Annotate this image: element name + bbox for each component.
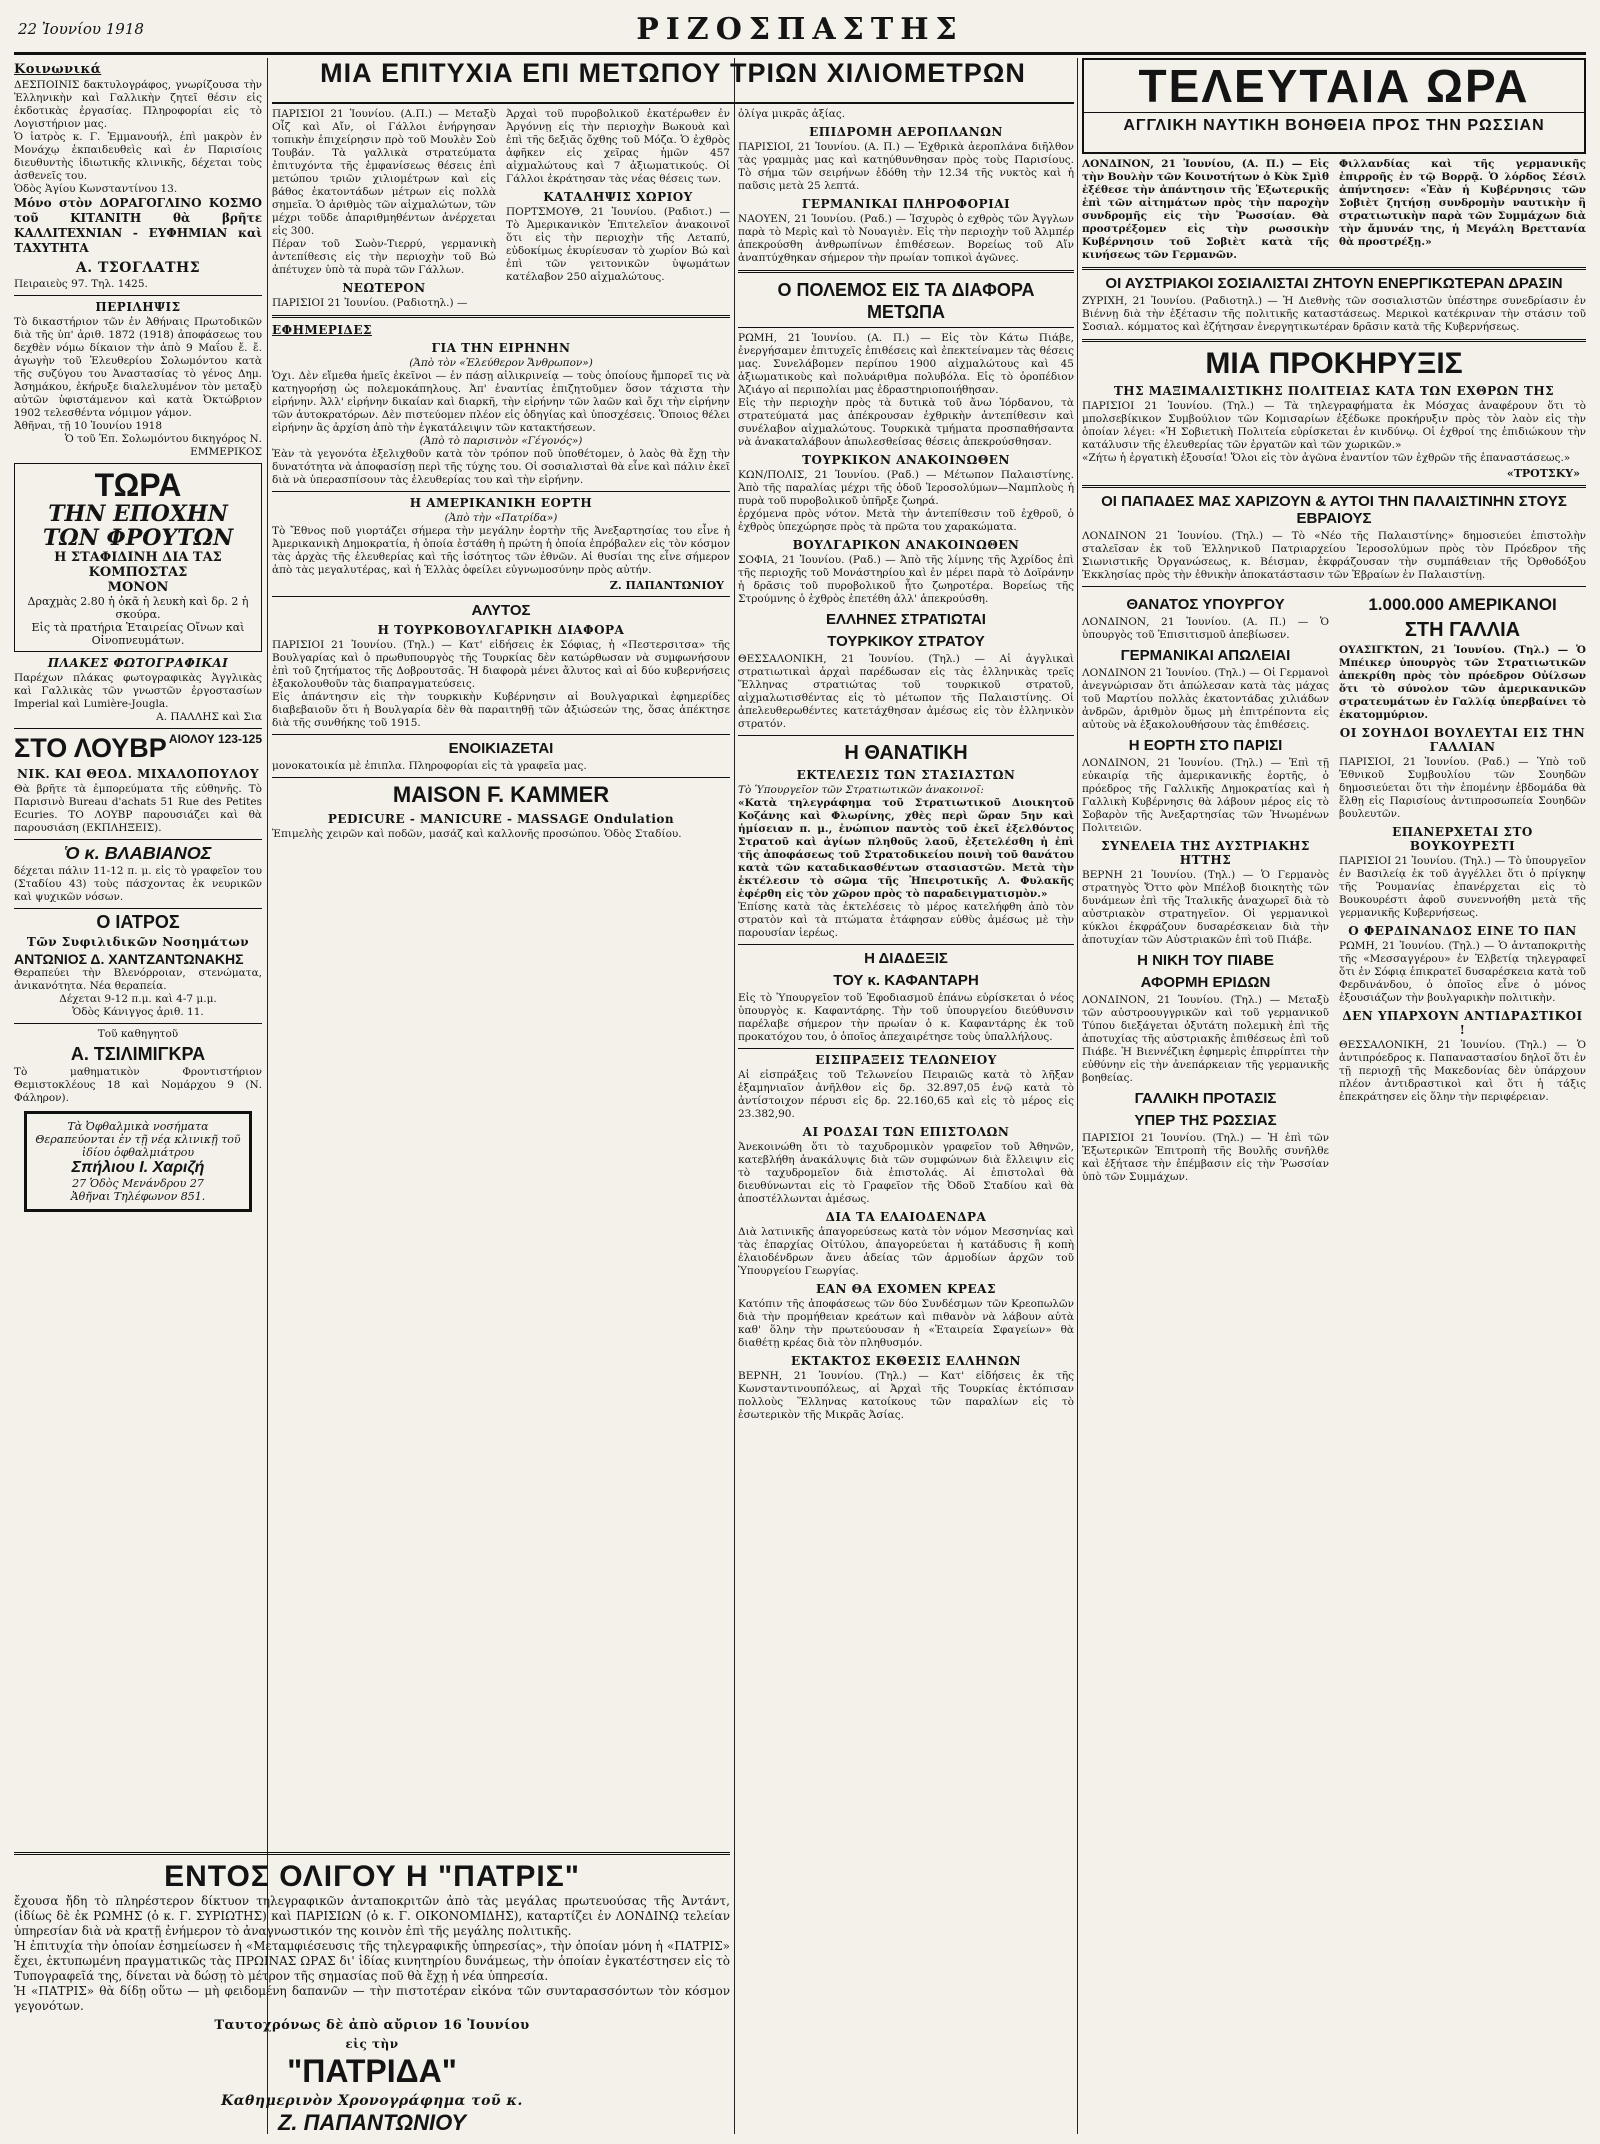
article-text: Πέραν τοῦ Σωὸν-Τιερρύ, γερμανικὴ ἀντεπίθεσις εἰς τὴν περιοχὴν τοῦ Βώ ἀπέτυχεν ὑπὸ τὰ πυρὰ τῶν Γάλλων.	[272, 238, 496, 276]
subhead-niki: ΑΦΟΡΜΗ ΕΡΙΔΩΝ	[1140, 974, 1271, 991]
ad-subline: ΤΗΝ ΕΠΟΧΗΝ ΤΩΝ ΦΡΟΥΤΩΝ	[42, 501, 234, 551]
ad-oph-title: Τὰ Ὀφθαλμικὰ νοσήματα	[67, 1120, 209, 1133]
article-text: ΠΑΡΙΣΙΟΙ, 21 Ἰουνίου. (Α. Π.) — Ἐχθρικὰ ἀεροπλάνα διῆλθον τὰς γραμμὰς μας καὶ κατηύθυνθησαν πρὸς τοὺς Παρισίους. Τὸ σήμα τῶν σειρήνων ἐδόθη τὴν 12.34 τῆς νυκτὸς καὶ ἡ παῦσις μετὰ 25 λεπτά.	[738, 141, 1074, 192]
headline-thanatos: ΘΑΝΑΤΟΣ ΥΠΟΥΡΓΟΥ	[1126, 596, 1285, 613]
ad-doctor-name: ΑΝΤΩΝΙΟΣ Δ. ΧΑΝΤΖΑΝΤΩΝΑΚΗΣ	[14, 951, 244, 967]
headline-diadexis: Η ΔΙΑΔΕΞΙΣ	[864, 950, 948, 967]
front-headline: ΜΙΑ ΕΠΙΤΥΧΙΑ ΕΠΙ ΜΕΤΩΠΟΥ ΤΡΙΩΝ ΧΙΛΙΟΜΕΤΡΩΝ	[272, 58, 1074, 104]
article-text: ΠΑΡΙΣΙΟΙ, 21 Ἰουνίου. (Ραδ.) — Ὑπὸ τοῦ Ἐθνικοῦ Συμβουλίου τῶν Σουηδῶν δημοσιεύεται ὅτι τὴν ἑπομένην ἑβδομάδα θὰ ἔλθῃ εἰς Παρισίους ἀντιπροσωπεία Σουηδῶν βουλευτῶν.	[1339, 756, 1586, 820]
subhead-ektakt: ΕΚΤΑΚΤΟΣ ΕΚΘΕΣΙΣ ΕΛΛΗΝΩΝ	[791, 1354, 1021, 1368]
article-text: ΒΕΡΝΗ, 21 Ἰουνίου. (Τηλ.) — Κατ' εἰδήσεις ἐκ τῆς Κωνσταντινουπόλεως, αἱ Ἀρχαὶ τῆς Τουρκίας ἐκτόπισαν πολλοὺς Ἕλληνας κατοίκους τῶν παραλίων εἰς τὸ ἐσωτερικὸν τῆς Μικρᾶς Ἀσίας.	[738, 1370, 1074, 1421]
headline-niki: Η ΝΙΚΗ ΤΟΥ ΠΙΑΒΕ	[1137, 952, 1274, 969]
article-text: ΛΟΝΔΙΝΟΝ, 21 Ἰουνίου, (Α. Π.) — Εἰς τὴν Βουλὴν τῶν Κοινοτήτων ὁ Κὺκ Σμὶθ ἐξέθεσε τὴν ἀπάντησιν τῆς Ἑξωτερικῆς ἐπὶ τῶν αἰτημάτων πρὸς τὴν παροχὴν συνδρομῆς εἰς τὴν Ῥωσσίαν. Θὰ προστρέξομεν εἰς τὴν ρωσσικὴν Κυβέρνησιν τοῦ Σοβιὲτ κατὰ τῆς κινήσεως τῶν Γερμανῶν.	[1082, 158, 1329, 261]
last-hour-box	[1082, 58, 1586, 154]
section-kinonika: Κοινωνικά	[14, 62, 102, 77]
article-text: ΛΟΝΔΙΝΟΝ, 21 Ἰουνίου. (Τηλ.) — Ἐπὶ τῇ εὐκαιρίᾳ τῆς ἀμερικανικῆς ἑορτῆς, ὁ πρόεδρος τῆς Γαλλικῆς Δημοκρατίας καὶ ἡ Γαλλικὴ Κυβέρνησις θὰ λάβουν μέρος εἰς τὸ Σοβαρὸν τῆς Ἀνεξαρτησίας τῶν Ἡνωμένων Πολιτειῶν.	[1082, 757, 1329, 834]
ad-doctor-hours: Δέχεται 9-12 π.μ. καὶ 4-7 μ.μ.	[59, 993, 217, 1005]
ad-plakes-title: ΠΛΑΚΕΣ ΦΩΤΟΓΡΑΦΙΚΑΙ	[47, 656, 229, 670]
ad-enoik-text: μονοκατοικία μὲ ἐπιπλα. Πληροφορίαι εἰς τὰ γραφεῖα μας.	[272, 760, 587, 772]
column-divider	[267, 58, 268, 2134]
headline-polemos: Ο ΠΟΛΕΜΟΣ ΕΙΣ ΤΑ ΔΙΑΦΟΡΑ ΜΕΤΩΠΑ	[777, 280, 1035, 322]
ad-plakes-text: Παρέχων πλάκας φωτογραφικὰς Ἀγγλικὰς καὶ Γαλλικὰς τῶν γνωστῶν ἐργοστασίων Imperial καὶ Lumière-Jougla.	[14, 672, 262, 710]
ad-doctor-text: Θεραπεύει τὴν Βλενόρροιαν, στενώματα, ἀνικανότητα. Νέα θεραπεία.	[14, 967, 262, 992]
article-text: Κατόπιν τῆς ἀποφάσεως τῶν δύο Συνδέσμων τῶν Κρεοπωλῶν διὰ τὴν προμήθειαν κρεάτων καὶ πιθανὸν νὰ λάβουν αὐτὰ καθ' ὅλην τὴν πρωτεύουσαν ἡ «Ἑταιρεία Σφαγείων» θὰ διαθέτῃ κρέας διὰ τὸν πληθυσμόν.	[738, 1298, 1074, 1349]
column-divider	[734, 58, 735, 2134]
article-text: ΘΕΣΣΑΛΟΝΙΚΗ, 21 Ἰουνίου. (Τηλ.) — Αἱ ἀγγλικαὶ στρατιωτικαὶ ἀρχαὶ παρέδωσαν εἰς τὰς ἑλληνικὰς τρεῖς Ἕλληνας στρατιώτας τοῦ τουρκικοῦ στρατοῦ, αἰχμαλωτισθέντας εἰς τὸ μέτωπον τῆς Παλαιστίνης. Οἱ ἀπελευθερωθέντες κατετάχθησαν ἀμέσως εἰς τὸν ἑλληνικὸν στρατόν.	[738, 653, 1074, 730]
ad-kammer-text: Ἐπιμελὴς χειρῶν καὶ ποδῶν, μασάζ καὶ καλλονῆς προσώπου. Ὁδὸς Σταδίου.	[272, 828, 682, 840]
article-text: Ἀνεκοινώθη ὅτι τὸ ταχυδρομικὸν γραφεῖον τοῦ Ἀθηνῶν, κατεβλήθη ἀνακάλυψις διὰ τῶν συμφώνων διὰ ἔλλειψιν εἰς τὸ ταχυδρομεῖον διὰ ἐπιστολάς. Αἱ ἐπιστολαὶ θὰ διευθύνωνται εἰς τὸ Γραφεῖον τῆς Ὀδοῦ Σταδίου καὶ θὰ ἀποστέλλωνται ἀμέσως.	[738, 1141, 1074, 1205]
article-text: «Κατὰ τηλεγράφημα τοῦ Στρατιωτικοῦ Διοικητοῦ Κοζάνης καὶ Φλωρίνης, χθὲς περὶ ὥραν 5ην καὶ ἡμίσειαν π. μ., ἐνώπιον παντὸς τοῦ ἐκεῖ ἐξελθόντος Στρατοῦ καὶ ἀγίων πληθοῦς λαοῦ, ἐξετελέσθη ἡ ἐπὶ τῆς ἀποφάσεως τοῦ Στρατοδικείου ποινὴ τοῦ θανάτου κατὰ τῶν καταδικασθέντων στασιαστῶν. Μετὰ τὴν ἐκτέλεσιν τὸ σῶμα τῆς Ἠπειροτικῆς Λ. Φυλακῆς ἐφέρθη εἰς τὸν χῶρον πρὸς τὸ παραδειγματισμὸν.»	[738, 797, 1074, 900]
headline-souidoi: ΟΙ ΣΟΥΗΔΟΙ ΒΟΥΛΕΥΤΑΙ ΕΙΣ ΤΗΝ ΓΑΛΛΙΑΝ	[1339, 726, 1586, 754]
article-text: Τὸ Ἔθνος ποῦ γιορτάζει σήμερα τὴν μεγάλην ἑορτὴν τῆς Ἀνεξαρτησίας του εἶνε ἡ Ἀμερικανικὴ Δημοκρατία, ἡ ὁποία ἐστάθη ἡ πρώτη ἡ ὁποία ἐπρόβαλεν εἰς τὸν κόσμον τὰς ἀρχὰς τῆς ἐλευθερίας καὶ τῆς ἰσότητος τῶν ἐθνῶν. Αἱ θυσίαι της εἶνε σήμερον ἀπὸ τὰς μεγαλυτέρας, καὶ ἡ Ἑλλὰς ὀφείλει εὐγνωμοσύνην πρὸς αὐτήν.	[272, 525, 730, 576]
headline-eorti-parisi: Η ΕΟΡΤΗ ΣΤΟ ΠΑΡΙΣΙ	[1128, 737, 1283, 754]
patris-headline: ΕΝΤΟΣ ΟΛΙΓΟΥ Η "ΠΑΤΡΙΣ"	[164, 1860, 580, 1893]
article-text: ΛΟΝΔΙΝΟΝ, 21 Ἰουνίου. (Α. Π.) — Ὁ ὑπουργὸς τοῦ Ἐπισιτισμοῦ ἀπεβίωσεν.	[1082, 616, 1329, 641]
ad-name: Α. ΤΣΟΓΛΑΤΗΣ	[75, 260, 201, 276]
article-text: ΒΕΡΝΗ 21 Ἰουνίου. (Τηλ.) — Ὁ Γερμανὸς στρατηγὸς Ὄττο φὸν Μπέλοβ διοικητὴς τῶν δυνάμεων ἐπὶ τῆς Ἰταλικῆς ἀναχωρεῖ διὰ τὸ αὐστριακὸν στρατηγεῖον. Οἱ γερμανικοὶ κύκλοι ἐκφράζουν δυσαρέσκειαν διὰ τὴν ἀποτυχίαν τῶν Αὐστριακῶν ἐπὶ τοῦ Πιάβε.	[1082, 869, 1329, 946]
article-text: ΠΟΡΤΣΜΟΥΘ, 21 Ἰουνίου. (Ραδιοτ.) — Τὸ Ἀμερικανικὸν Ἐπιτελεῖον ἀνακοινοῖ ὅτι εἰς τὴν περιοχὴν τῆς Λεταπύ, εὐδοκίμως ἐκυρίευσαν τὸ χωρίον Βώ καὶ ἐπὶ τῶν γειτονικῶν ὑψωμάτων κατέλαβον 250 αἰχμαλώτους.	[506, 206, 730, 283]
patris-text: ἔχουσα ἤδη τὸ πληρέστερον δίκτυον τηλεγραφικῶν ἀνταποκριτῶν ἀπὸ τὰς μεγάλας πρωτευούσας τῆς Ἀντάντ, (ἰδίως δὲ ἐκ ΡΩΜΗΣ (ὁ κ. Γ. ΣΥΡΙΩΤΗΣ) καὶ ΠΑΡΙΣΙΩΝ (ὁ κ. Γ. ΟΙΚΟΝΟΜΙΔΗΣ), καταρτίζει ἐν ΛΟΝΔΙΝῼ τελείαν ὑπηρεσίαν διὰ νὰ κρατῇ ἐνήμερον τὸ ἀναγνωστικόν της κοινὸν ἐπὶ τῆς μεγάλης πολιτικῆς.	[14, 1894, 730, 1938]
headline-antidrastikoi: ΔΕΝ ΥΠΑΡΧΟΥΝ ΑΝΤΙΔΡΑΣΤΙΚΟΙ !	[1342, 1009, 1583, 1037]
article-text: Εἰς τὴν περιοχὴν πρὸς τὰ δυτικὰ τοῦ ἄνω Ἰόρδανου, τὰ στρατεύματά μας ἀπέκρουσαν ἐχθρικὴν ἀντεπίθεσιν καὶ συνέλαβον αἰχμαλώτους. Τουρκικὰ τμήματα προσπαθήσαντα νὰ ἀνακαταλάβουν ἀπωλεσθείσας θέσεις ἀπεκρούσθησαν.	[738, 397, 1074, 448]
ad-ophthalmology	[24, 1111, 252, 1212]
article-text: ΣΟΦΙΑ, 21 Ἰουνίου. (Ραδ.) — Ἀπὸ τῆς λίμνης τῆς Ἀχρίδος ἐπὶ τῆς περιοχῆς τοῦ Μονάστηρίου καὶ ἐν μέρει παρὰ τὸ Δοϊράνην ἡ δρᾶσις τοῦ πυροβολικοῦ ἦτο ζωηροτέρα. Βορείως τῆς Στρούμνης ὁ ἐχθρὸς ἐπετέθη ἀλλ' ἀπεκρούσθη.	[738, 554, 1074, 605]
article-text: Τὸ Ὑπουργεῖον τῶν Στρατιωτικῶν ἀνακοινοῖ:	[738, 784, 984, 796]
headline-prokiryxis: ΜΙΑ ΠΡΟΚΗΡΥΞΙΣ	[1205, 347, 1463, 380]
ad-vlavianos-title: Ὁ κ. ΒΛΑΒΙΑΝΟΣ	[64, 843, 212, 863]
ad-louvre-text: Θὰ βρῆτε τὰ ἐμπορεύματα τῆς εὐθηνῆς. Τὸ Παρισινὸ Bureau d'achats 51 Rue des Petites Ecuries. ΤΟ ΛΟΥΒΡ παρουσιάζει καὶ θὰ παρουσιάση (ΕΚΠΛΗΞΕΙΣ).	[14, 783, 262, 834]
masthead	[14, 12, 1586, 55]
article-text: ἐρχόμενα πρὸς νότον. Μετὰ τὴν ἀντεπίθεσιν τοῦ ἐχθροῦ, ὁ ἐχθρὸς ὑπεχώρησε πρὸς τὰ πρῶτα του χαρακώματα.	[738, 508, 1074, 533]
classified-text: Ὁ ἰατρὸς κ. Γ. Ἐμμανουήλ, ἐπὶ μακρὸν ἐν Μονάχῳ ἐκπαιδευθεὶς καὶ ἐν Παρισίοις διευθυντὴς ἰδιωτικῆς κλινικῆς, δέχεται τοὺς ἀσθενεῖς του.	[14, 131, 262, 182]
section-periliipsis: ΠΕΡΙΛΗΨΙΣ	[95, 300, 181, 314]
subhead-germ-plir: ΓΕΡΜΑΝΙΚΑΙ ΠΛΗΡΟΦΟΡΙΑΙ	[801, 197, 1011, 211]
article-text: Εἰς τὸ Ὑπουργεῖον τοῦ Ἐφοδιασμοῦ ἐπάνω εὑρίσκεται ὁ νέος ὑπουργὸς κ. Καφαντάρης. Τὴν τοῦ ὑπουργείου διεύθυνσιν παρέλαβε σήμερον τὴν πρωίαν ὁ κ. Καφαντάρης ἐκ τοῦ προκατόχου του, ὁ ὁποῖος ἀπεχαιρέτησε τοὺς ὑπαλλήλους.	[738, 992, 1074, 1043]
article-text: ΠΑΡΙΣΙΟΙ 21 Ἰουνίου. (Τηλ.) — Ἡ ἐπὶ τῶν Ἐξωτερικῶν Ἐπιτροπὴ τῆς Βουλῆς συνῆλθε καὶ ἐξήτασε τὴν ἐπέμβασιν εἰς τὴν Ῥωσσίαν ὑπὸ τῶν Συμμάχων.	[1082, 1132, 1329, 1183]
article-text: ΠΑΡΙΣΙΟΙ 21 Ἰουνίου. (Τηλ.) — Τὰ τηλεγραφήματα ἐκ Μόσχας ἀναφέρουν ὅτι τὸ μπολσεβίκικον Συμβούλιον τῶν Κομισαρίων ἐξέδωκε προκήρυξιν πρὸς τὸν λαὸν εἰς τὴν ὁποίαν λέγει: «Ἡ Σοβιετικὴ Πολιτεία εὑρίσκεται ἐν κινδύνῳ. Οἱ ἐχθροί της ἐπιδιώκουν τὴν κατάλυσιν τῆς ἐλευθερίας τῶν ἐργατῶν καὶ τῶν χωρικῶν.»	[1082, 400, 1586, 451]
ad-where: Εἰς τὰ πρατήρια Ἑταιρείας Οἴνων καὶ Οἰνοπνευμάτων.	[31, 621, 245, 647]
article-text: ΡΩΜΗ, 21 Ἰουνίου. (Τηλ.) — Ὁ ἀνταποκριτὴς τῆς «Μεσσαγγέρου» ἐν Ἑλβετίᾳ τηλεγραφεῖ ὅτι ἐν Σόφιᾳ ἐπικρατεῖ δυσαρέσκεια κατὰ τοῦ Φερδινάνδου, ὁ ὁποῖος εἶνε ὁ μόνος ἐξουσιάζων τὴν βουλγαρικὴν πολιτικὴν.	[1339, 940, 1586, 1004]
subhead-neoteron: ΝΕΩΤΕΡΟΝ	[342, 281, 426, 295]
patris-text: Ἡ ἐπιτυχία τὴν ὁποίαν ἐσημείωσεν ἡ «Μεταμφιέσευσις τῆς τηλεγραφικῆς ὑπηρεσίας», τὴν ὁποίαν μόνη ἡ «ΠΑΤΡΙΣ» ἔχει, ἐκτυπωμένη πραγματικῶς τὰς ΠΡΩΙΝΑΣ ΩΡΑΣ δι' ἰδίας κινητηρίου δυνάμεως, τὴν ὁποίαν ἐγκατέστησεν εἰς τὸ Τυπογραφεῖά της, δίνεται νὰ δώσῃ τὸ μέτρον τῆς σημασίας ποῦ θὰ ἔχῃ ἡ νέα ὑπηρεσία.	[14, 1939, 730, 1983]
subhead-rodisai: ΑΙ ΡΟΔΣΑΙ ΤΩΝ ΕΠΙΣΤΟΛΩΝ	[802, 1125, 1010, 1139]
ad-tutor-pre: Τοῦ καθηγητοῦ	[97, 1028, 179, 1040]
issue-date: 22 Ἰουνίου 1918	[18, 20, 144, 38]
classified-text: ΔΕΣΠΟΙΝΙΣ δακτυλογράφος, γνωρίζουσα τὴν Ἑλληνικὴν καὶ Γαλλικὴν ζητεῖ θέσιν εἰς ἐκδοτικὰς ἐργασίας. Πληροφορίαι εἰς τὸ Λογιστήριον μας.	[14, 79, 262, 130]
article-text: ΠΑΡΙΣΙΟΙ 21 Ἰουνίου. (Τηλ.) — Τὸ ὑπουργεῖον ἐν Βασιλείᾳ ἐκ τοῦ ἀγγέλλει ὅτι ὁ πρίγκηψ τῆς Ῥουμανίας ἐπανέρχεται εἰς τὸ Βουκουρέστι ἀφοῦ συνεννοήθη μετὰ τῆς γερμανικῆς Κυβερνήσεως.	[1339, 855, 1586, 919]
article-text: Ἐπίσης κατὰ τὰς ἐκτελέσεις τὸ μέρος κατελήφθη ἀπὸ τὸν στρατὸν καὶ τὰ πτώματα ἐτάφησαν εὐθὺς ἀμέσως μὲ τὴν παρουσίαν ἰερέως.	[738, 901, 1074, 939]
signature-trotsky: «ΤΡΟΤΣΚΥ»	[1506, 467, 1580, 480]
article-text: Ὁχι. Δὲν εἴμεθα ἡμεῖς ἐκεῖνοι — ἐν πάσῃ αἰλικρινείᾳ — τοὺς ὁποίους ἤμπορεῖ τις νὰ κατηγορήσῃ ὡς πολεμοκάπηλους. Ἀπ' ἐναντίας ἐπιζητοῦμεν ὅσον τάχιστα τὴν εἰρήνην. Ἀλλ' εἰρήνην δικαίαν καὶ διαρκῆ, τὴν εἰρήνην τῶν λαῶν καὶ ὄχι τὴν εἰρήνην τῶν ἀυτοκρατόρων. Δὲν πιστεύομεν πλέον εἰς ὁδηγίας καὶ ὑποσχέσεις. Ὅποιος θέλει εἰρήνην ἂς ἀρχίση ἀπὸ τὴν ἐγκατάλειψιν τῶν κατακτήσεων.	[272, 370, 730, 434]
headline-germ-apoleiai: ΓΕΡΜΑΝΙΚΑΙ ΑΠΩΛΕΙΑΙ	[1120, 647, 1291, 664]
patris-name: "ΠΑΤΡΙΔΑ"	[287, 2053, 457, 2089]
ad-louvre-owner: ΝΙΚ. ΚΑΙ ΘΕΟΔ. ΜΙΧΑΛΟΠΟΥΛΟΥ	[16, 767, 260, 781]
article-text: ΠΑΡΙΣΙΟΙ 21 Ἰουνίου. (Α.Π.) — Μεταξὺ Οἶζ καὶ Αἴν, οἱ Γάλλοι ἐνήργησαν τοπικὴν ἐπιχείρησιν πρὸ τοῦ Μουλὲν Σοὺ Τουβάν. Τὰ γαλλικὰ στρατεύματα ἐπιτυχόντα τῆς ἐμφανίσεως θέσεις ἐπὶ μετώπου τριῶν χιλιομέτρων καὶ εἰς βάθος ἑκατοντάδων μέτρων εἰς πολλὰ σημεῖα. Ὁ ἀριθμὸς τῶν αἰχμαλώτων, τῶν μέχρι τοῦδε ἀπαριθμηθέντων ἀνέρχεται εἰς 300.	[272, 108, 496, 237]
ad-kitanitis: Μόνο στὸν ΔΟΡΑΓΟΓΛΙΝΟ ΚΟΣΜΟ τοῦ ΚΙΤΑΝΙΤΗ θὰ βρῆτε ΚΑΛΛΙΤΕΧΝΙΑΝ - ΕΥΦΗΜΙΑΝ καὶ ΤΑΧΥΤΗΤΑ	[14, 196, 262, 255]
subhead-ellines: ΤΟΥΡΚΙΚΟΥ ΣΤΡΑΤΟΥ	[827, 633, 985, 650]
subhead-ektelesis: ΕΚΤΕΛΕΣΙΣ ΤΩΝ ΣΤΑΣΙΑΣΤΩΝ	[796, 768, 1016, 782]
subhead-epidromi: ΕΠΙΔΡΟΜΗ ΑΕΡΟΠΛΑΝΩΝ	[809, 125, 1003, 139]
headline-avstriakoi: ΟΙ ΑΥΣΤΡΙΑΚΟΙ ΣΟΣΙΑΛΙΣΤΑΙ ΖΗΤΟΥΝ ΕΝΕΡΓΙΚΩΤΕΡΑΝ ΔΡΑΣΙΝ	[1105, 275, 1563, 292]
source-line: (Ἀπὸ τὸν «Ἐλεύθερον Ἄνθρωπον»)	[409, 357, 593, 369]
ad-oph-phone: Ἀθῆναι Τηλέφωνον 851.	[70, 1190, 206, 1203]
subhead-alytos: Η ΤΟΥΡΚΟΒΟΥΛΓΑΡΙΚΗ ΔΙΑΦΟΡΑ	[377, 623, 625, 637]
headline-ellines: ΕΛΛΗΝΕΣ ΣΤΡΑΤΙΩΤΑΙ	[826, 611, 986, 628]
article-text: ΘΕΣΣΑΛΟΝΙΚΗ, 21 Ἰουνίου. (Τηλ.) — Ὁ ἀντιπρόεδρος κ. Παπαναστασίου δηλοῖ ὅτι ἐν τῇ περιοχῇ τῆς Μακεδονίας δὲν ὑπάρχουν πλέον ἀντιδραστικοὶ καὶ ὅτι ἡ τάξις ἐπεκράτησεν εἰς ὅλην τὴν περιφέρειαν.	[1339, 1039, 1586, 1103]
subhead-elaiodendra: ΔΙΑ ΤΑ ΕΛΑΙΟΔΕΝΔΡΑ	[825, 1210, 987, 1224]
headline-ferdinand: Ο ΦΕΡΔΙΝΑΝΔΟΣ ΕΙΝΕ ΤΟ ΠΑΝ	[1348, 924, 1577, 938]
subhead-diadexis: ΤΟΥ κ. ΚΑΦΑΝΤΑΡΗ	[833, 972, 979, 989]
patris-sync: Ταυτοχρόνως δὲ ἀπὸ αὔριον 16 Ἰουνίου	[214, 2018, 530, 2033]
ad-tutor-text: Τὸ μαθηματικὸν Φροντιστήριον Θεμιστοκλέους 18 καὶ Νομάρχου 9 (Ν. Φάληρον).	[14, 1066, 262, 1104]
article-text: ΚΩΝ/ΠΟΛΙΣ, 21 Ἰουνίου. (Ραδ.) — Μέτωπον Παλαιστίνης. Ἀπὸ τῆς παραλίας μέχρι τῆς ὁδοῦ Ἱεροσολύμων—Ναμπλοὺς ἡ πυρὰ τοῦ πυροβολικοῦ ὑπῆρξε ζωηρά.	[738, 469, 1074, 507]
ad-address: Πειραιεὺς 97. Τηλ. 1425.	[14, 278, 148, 290]
article-text: ΡΩΜΗ, 21 Ἰουνίου. (Α. Π.) — Εἰς τὸν Κάτω Πιάβε, ἐνεργήσαμεν ἐπιτυχεῖς ἐπιθέσεις καὶ ἐπεκτείναμεν τὰς θέσεις μας. Συνελάβομεν περίπου 1900 αἰχμαλώτους καὶ 45 ἀξιωματικοὺς καὶ πολυάριθμα πολυβόλα. Εἰς τὸ ὀροπέδιον Ἀζιάγο αἱ περιπολίαι μας ἐδραστηριοποιήθησαν.	[738, 332, 1074, 396]
ad-doctor-title: Ο ΙΑΤΡΟΣ	[96, 912, 180, 932]
ad-oph-name: Σπήλιου Ι. Χαριζή	[71, 1159, 205, 1176]
article-text: Ἐὰν τὰ γεγονότα ἐξελιχθοῦν κατὰ τὸν τρόπον ποῦ ὑποθέτομεν, ὁ λαὸς θὰ ἔχῃ τὴν δυνατότητα νὰ ἀποφασίσῃ περὶ τῆς τύχης του. Οἱ σοσιαλισταὶ θὰ εἶνε καὶ πάλιν ἐκεῖ διὰ νὰ ὑπερασπίσουν τὰς ἐλευθερίας του καὶ τὴν εἰρήνην.	[272, 448, 730, 486]
subhead-amerikanoi: ΣΤΗ ΓΑΛΛΙΑ	[1404, 619, 1521, 641]
patris-xron: Καθημερινὸν Χρονογράφημα τοῦ κ.	[221, 2093, 523, 2109]
article-text: ΛΟΝΔΙΝΟΝ 21 Ἰουνίου. (Τηλ.) — Οἱ Γερμανοὶ ἀνεγνώρισαν ὅτι ἀπώλεσαν κατὰ τὰς μάχας τοῦ Μαρτίου πολλὰς ἑκατοντάδας χιλιάδων ἀνδρῶν, ἀριθμὸν ὅμως μὴ ἐπιτρέποντα εἰς αὐτοὺς νὰ ἐξακολουθήσουν τὰς ἐπιθέσεις.	[1082, 667, 1329, 731]
legal-notice-date: Ἀθῆναι, τῇ 10 Ἰουνίου 1918	[14, 420, 163, 432]
classified-text: Ὁδὸς Ἁγίου Κωνσταντίνου 13.	[14, 183, 178, 195]
article-text: Αἱ εἰσπράξεις τοῦ Τελωνείου Πειραιῶς κατὰ τὸ λῆξαν ἑξαμηνιαῖον ἀνῆλθον εἰς δρ. 32.897,05 ἐνῷ κατὰ τὸ ἀντίστοιχον πέρυσι εἰς δρ. 22.160,65 καὶ εἰς τὸ μέρος εἰς 23.382,90.	[738, 1069, 1074, 1120]
patris-announcement	[14, 1847, 730, 2134]
section-efimerides: ΕΦΗΜΕΡΙΔΕΣ	[272, 323, 372, 337]
ad-louvre-address: ΑΙΟΛΟΥ 123-125	[168, 732, 262, 746]
subhead-american-holiday: Η ΑΜΕΡΙΚΑΝΙΚΗ ΕΟΡΤΗ	[409, 496, 593, 510]
column-classifieds	[14, 58, 262, 2134]
newspaper-title: ΡΙΖΟΣΠΑΣΤΗΣ	[636, 12, 964, 47]
ad-kammer-title: MAISON F. KAMMER	[392, 782, 610, 807]
headline-galliki: ΓΑΛΛΙΚΗ ΠΡΟΤΑΣΙΣ	[1134, 1090, 1277, 1107]
headline-thanatiki: Η ΘΑΝΑΤΙΚΗ	[844, 742, 968, 764]
ad-oph-text: Θεραπεύονται ἐν τῇ νέᾳ κλινικῇ τοῦ ἰδίου ὀφθαλμιάτρου	[35, 1133, 241, 1159]
article-text: Εἰς ἀπάντησιν εἰς τὴν τουρκικὴν Κυβέρνησιν αἱ Βουλγαρικαὶ ἐφημερίδες διαβεβαιοῦν ὅτι ἡ Βουλγαρία δὲν θὰ παραιτηθῇ τῶν ἀξιώσεών της, ὅσας ἀπέκτησε διὰ τῆς συνθήκης τοῦ 1915.	[272, 691, 730, 729]
article-text: ΖΥΡΙΧΗ, 21 Ἰουνίου. (Ραδιοτηλ.) — Ἡ Διεθνὴς τῶν σοσιαλιστῶν ὑπέστηρε συνεδρίασιν ἐν Βιέννῃ διὰ τὴν ἐξέτασιν τῆς πολιτικῆς καταστάσεως. Μερικοὶ κατέκριναν τὴν στάσιν τοῦ Σοσιαλ. κόμματος καὶ ἐζήτησαν ἐνεργητικωτέραν δρᾶσιν κατὰ τῆς Κυβερνήσεως.	[1082, 295, 1586, 333]
patris-author: Ζ. ΠΑΠΑΝΤΩΝΙΟΥ	[277, 2110, 467, 2135]
ad-product: Η ΣΤΑΦΙΔΙΝΗ ΔΙΑ ΤΑΣ ΚΟΜΠΟΣΤΑΣ	[54, 550, 222, 580]
article-text: ΛΟΝΔΙΝΟΝ, 21 Ἰουνίου. (Τηλ.) — Μεταξὺ τῶν αὐστροουγγρικῶν καὶ τοῦ γερμανικοῦ Τύπου διεξάγεται ὀξυτάτη πολεμικὴ ἐπὶ τῆς ἀποτυχίας τῆς αὐστριακῆς ἐπιθέσεως ἐπὶ τοῦ Πιάβε. Ἡ Βιεννέζικη ἐφημερὶς ἐπιρρίπτει τὴν εὐθύνην εἰς τὴν ἀνεπάρκειαν τῆς γερμανικῆς βοηθείας.	[1082, 994, 1329, 1084]
ad-louvre	[14, 733, 262, 763]
column-war-fronts	[738, 108, 1074, 2134]
article-text: ὀλίγα μικρᾶς ἀξίας.	[738, 108, 846, 120]
subhead-eispraxeis: ΕΙΣΠΡΑΞΕΙΣ ΤΕΛΩΝΕΙΟΥ	[815, 1053, 997, 1067]
column-front-news	[272, 108, 730, 1664]
article-text: Φιλλανδίας καὶ τῆς γερμανικῆς ἐπιρροῆς ἐν τῷ Βορρᾷ. Ὁ λόρδος Σέσιλ ἀπήντησεν: «Ἐὰν ἡ Κυβέρνησις τῶν Σοβιὲτ ζητήσῃ συνδρομὴν ναυτικὴν ἢ στρατιωτικὴν παρὰ τῶν Συμμάχων διὰ τὴν ἄμυνάν της, ἡ Μεγάλη Βρεττανία θὰ προστρέξῃ.»	[1339, 158, 1586, 248]
ad-louvre-title: ΣΤΟ ΛΟΥΒΡ	[14, 733, 167, 763]
article-text: Ἀρχαὶ τοῦ πυροβολικοῦ ἑκατέρωθεν ἐν Ἀργόννῃ εἰς τὴν περιοχὴν Βωκουὰ καὶ ἐπὶ τῆς δεξιᾶς ὄχθης τοῦ Μόζα. Ὁ ἐχθρὸς ἀφῆκεν εἰς χεῖρας ἡμῶν 457 αἰχμαλώτους καὶ 7 ἀξιωματικούς. Οἱ Γάλλοι ἐκράτησαν τὰς νέας θέσεις των.	[506, 108, 730, 185]
last-hour-title: ΤΕΛΕΥΤΑΙΑ ΩΡΑ	[1138, 60, 1530, 112]
article-text: ΛΟΝΔΙΝΟΝ 21 Ἰουνίου. (Τηλ.) — Τὸ «Νέο τῆς Παλαιστίνης» δημοσιεύει ἐπιστολὴν σταλεῖσαν ἐκ τοῦ Ἑλληνικοῦ Πατριαρχείου Ἱεροσολύμων πρὸς τὸν Πρόεδρον τῆς Σιωνιστικῆς Ὀργανώσεως, κ. Βέισμαν, ἐκφράζουσαν τὴν συμπάθειαν τῆς Ὀρθοδόξου Ἐκκλησίας πρὸς τὴν ἐθνικὴν ἀποκατάστασιν τῶν Ἑβραίων ἐν Παλαιστίνῃ.	[1082, 530, 1586, 581]
ad-price: Δραχμὰς 2.80 ἡ ὀκᾶ ἡ λευκὴ καὶ δρ. 2 ἡ σκούρα.	[27, 595, 249, 621]
article-text: ΠΑΡΙΣΙΟΙ 21 Ἰουνίου. (Τηλ.) — Κατ' εἰδήσεις ἐκ Σόφιας, ἡ «Πεστερσιτσα» τῆς Βουλγαρίας καὶ ὁ πρωθυπουργὸς τῆς Τουρκίας δὲν κατώρθωσαν νὰ συμφωνήσουν ἐπὶ τοῦ ζητήματος τῆς Δοβρουτσᾶς. Ἡ διαφορὰ μένει ἄλυτος καὶ αἱ δύο κυβερνήσεις ἐξακολουθοῦν τὰς διαπραγματεύσεις.	[272, 639, 730, 690]
subhead-voulg: ΒΟΥΛΓΑΡΙΚΟΝ ΑΝΑΚΟΙΝΩΘΕΝ	[792, 538, 1020, 552]
ad-doctor-specialty: Τῶν Συφιλιδικῶν Νοσημάτων	[26, 935, 250, 949]
article-text: Διὰ λατινικῆς ἀπαγορεύσεως κατὰ τὸν νόμον Μεσσηνίας καὶ τὰς ἐπαρχίας Οἰτύλου, ἀπαγορεύεται ἡ κατάδυσις ἢ κοπὴ ἐλαιοδένδρων ἄνευ ἀδείας τῶν ἀρμοδίων ἀρχῶν τοῦ Ὑπουργείου Γεωργίας.	[738, 1226, 1074, 1277]
article-text: ΠΑΡΙΣΙΟΙ 21 Ἰουνίου. (Ραδιοτηλ.) —	[272, 297, 468, 309]
ad-doctor-address: Ὁδὸς Κάνιγγος ἀριθ. 11.	[72, 1006, 204, 1018]
ad-oph-address: 27 Ὁδὸς Μενάνδρου 27	[72, 1177, 204, 1190]
article-text: ΝΑΟΥΕΝ, 21 Ἰουνίου. (Ραδ.) — Ἰσχυρὸς ὁ εχθρὸς τῶν Ἀγγλων παρὰ τὸ Μερὶς καὶ τὸ Νουαγιὲν. Εἰς τὴν περιοχὴν τοῦ Ἀλμπέρ ἀπεκρούσθη ἀνθρωπίνων ἐπιθέσεων. Βορείως τοῦ Αἴν ἀναπτύχθηκαν σήμερον τὴν πρωίαν τοπικοὶ ἀγῶνες.	[738, 213, 1074, 264]
source-line: (Ἀπὸ τὴν «Πατρίδα»)	[444, 512, 558, 524]
ad-stafidini	[14, 463, 262, 652]
ad-vlavianos-text: δέχεται πάλιν 11-12 π. μ. εἰς τὸ γραφεῖον του (Σταδίου 43) τοὺς πάσχοντας ἐκ νευρικῶν καὶ ψυχικῶν νόσων.	[14, 865, 262, 903]
subhead-galliki: ΥΠΕΡ ΤΗΣ ΡΩΣΣΙΑΣ	[1134, 1112, 1277, 1129]
patris-text: Ἡ «ΠΑΤΡΙΣ» θὰ δίδῃ οὕτω — μὴ φειδομένη δαπανῶν — τὴν πιστοτέραν εἰκόνα τῶν συνταρασσόντων τὸν κόσμον γεγονότων.	[14, 1984, 730, 2013]
ad-kammer-sub: PEDICURE - MANICURE - MASSAGE Ondulation	[327, 812, 675, 826]
patris-eis: εἰς τὴν	[345, 2037, 399, 2051]
author-signature: Ζ. ΠΑΠΑΝΤΩΝΙΟΥ	[609, 579, 724, 592]
ad-plakes-sig: Α. ΠΑΛΛΗΣ καὶ Σια	[156, 711, 262, 723]
legal-notice: Τὸ δικαστήριον τῶν ἐν Ἀθήναις Πρωτοδικῶν διὰ τῆς ὑπ' ἀριθ. 1872 (1918) ἀποφάσεως του δεχθὲν νόμω δίκαιον τὴν ἀπὸ 9 Μαΐου ἔ. ἔ. ἀγωγὴν τοῦ Ἐλευθερίου Σολωμόντου κατὰ τῆς συζύγου του Ἀναστασίας τὸ γένος Δημ. Ἀσημάκου, ἐκήρυξε διαλελυμένον τὸν μεταξὺ αὐτῶν ὑφιστάμενον καὶ κατὰ Ὀκτώβριον 1902 τελεσθέντα νόμιμον γάμον.	[14, 316, 262, 419]
ad-enoikiazetai: ΕΝΟΙΚΙΑΖΕΤΑΙ	[448, 740, 554, 757]
last-hour-sub: ΑΓΓΛΙΚΗ ΝΑΥΤΙΚΗ ΒΟΗΘΕΙΑ ΠΡΟΣ ΤΗΝ ΡΩΣΣΙΑΝ	[1084, 112, 1584, 135]
subhead-kreas: ΕΑΝ ΘΑ ΕΧΟΜΕΝ ΚΡΕΑΣ	[816, 1282, 996, 1296]
article-text: ΟΥΑΣΙΓΚΤΩΝ, 21 Ἰουνίου. (Τηλ.) — Ὁ Μπέικερ ὑπουργὸς τῶν Στρατιωτικῶν ἀπεκρίθη πρὸς τὸν πρόεδρον Οὐίλσων ὅτι τὸ σύνολον τῶν ἀμερικανικῶν στρατευμάτων ἐν Γαλλίᾳ ὑπερβαίνει τὸ ἑκατομμύριον.	[1339, 644, 1586, 721]
subhead-kataleipsis: ΚΑΤΑΛΗΨΙΣ ΧΩΡΙΟΥ	[543, 190, 693, 204]
column-last-hour	[1082, 58, 1586, 2134]
headline-amerikanoi: 1.000.000 ΑΜΕΡΙΚΑΝΟΙ	[1368, 595, 1557, 614]
headline-papades: ΟΙ ΠΑΠΑΔΕΣ ΜΑΣ ΧΑΡΙΖΟΥΝ & ΑΥΤΟΙ ΤΗΝ ΠΑΛΑΙΣΤΙΝΗΝ ΣΤΟΥΣ ΕΒΡΑΙΟΥΣ	[1101, 493, 1567, 527]
headline-syneleia: ΣΥΝΕΛΕΙΑ ΤΗΣ ΑΥΣΤΡΙΑΚΗΣ ΗΤΤΗΣ	[1101, 839, 1310, 867]
legal-notice-signature: Ὁ τοῦ Ἐπ. Σολωμόντου δικηγόρος Ν. ΕΜΜΕΡΙΚΟΣ	[64, 433, 262, 458]
column-divider	[1077, 58, 1078, 2134]
subhead-tourk: ΤΟΥΡΚΙΚΟΝ ΑΝΑΚΟΙΝΩΘΕΝ	[802, 453, 1010, 467]
ad-headline: ΤΩΡΑ	[94, 467, 182, 503]
subhead-irini: ΓΙΑ ΤΗΝ ΕΙΡΗΝΗΝ	[431, 341, 571, 355]
article-text: «Ζήτω ἡ ἐργατικὴ ἐξουσία! Ὅλοι εἰς τὸν ἀγῶνα ἐναντίον τῶν ἐχθρῶν τῆς ἐπαναστάσεως.»	[1082, 452, 1571, 464]
ad-only: ΜΟΝΟΝ	[107, 580, 169, 595]
ad-tutor-name: Α. ΤΣΙΛΙΜΙΓΚΡΑ	[70, 1044, 206, 1064]
subhead-prokiryxis: ΤΗΣ ΜΑΞΙΜΑΛΙΣΤΙΚΗΣ ΠΟΛΙΤΕΙΑΣ ΚΑΤΑ ΤΩΝ ΕΧΘΡΩΝ ΤΗΣ	[1113, 384, 1555, 398]
headline-epanerxetai: ΕΠΑΝΕΡΧΕΤΑΙ ΣΤΟ ΒΟΥΚΟΥΡΕΣΤΙ	[1392, 825, 1533, 853]
source-line: (Ἀπὸ τὸ παρισινὸν «Γέγονός»)	[419, 435, 583, 447]
headline-alytos: ΑΛΥΤΟΣ	[471, 602, 531, 619]
